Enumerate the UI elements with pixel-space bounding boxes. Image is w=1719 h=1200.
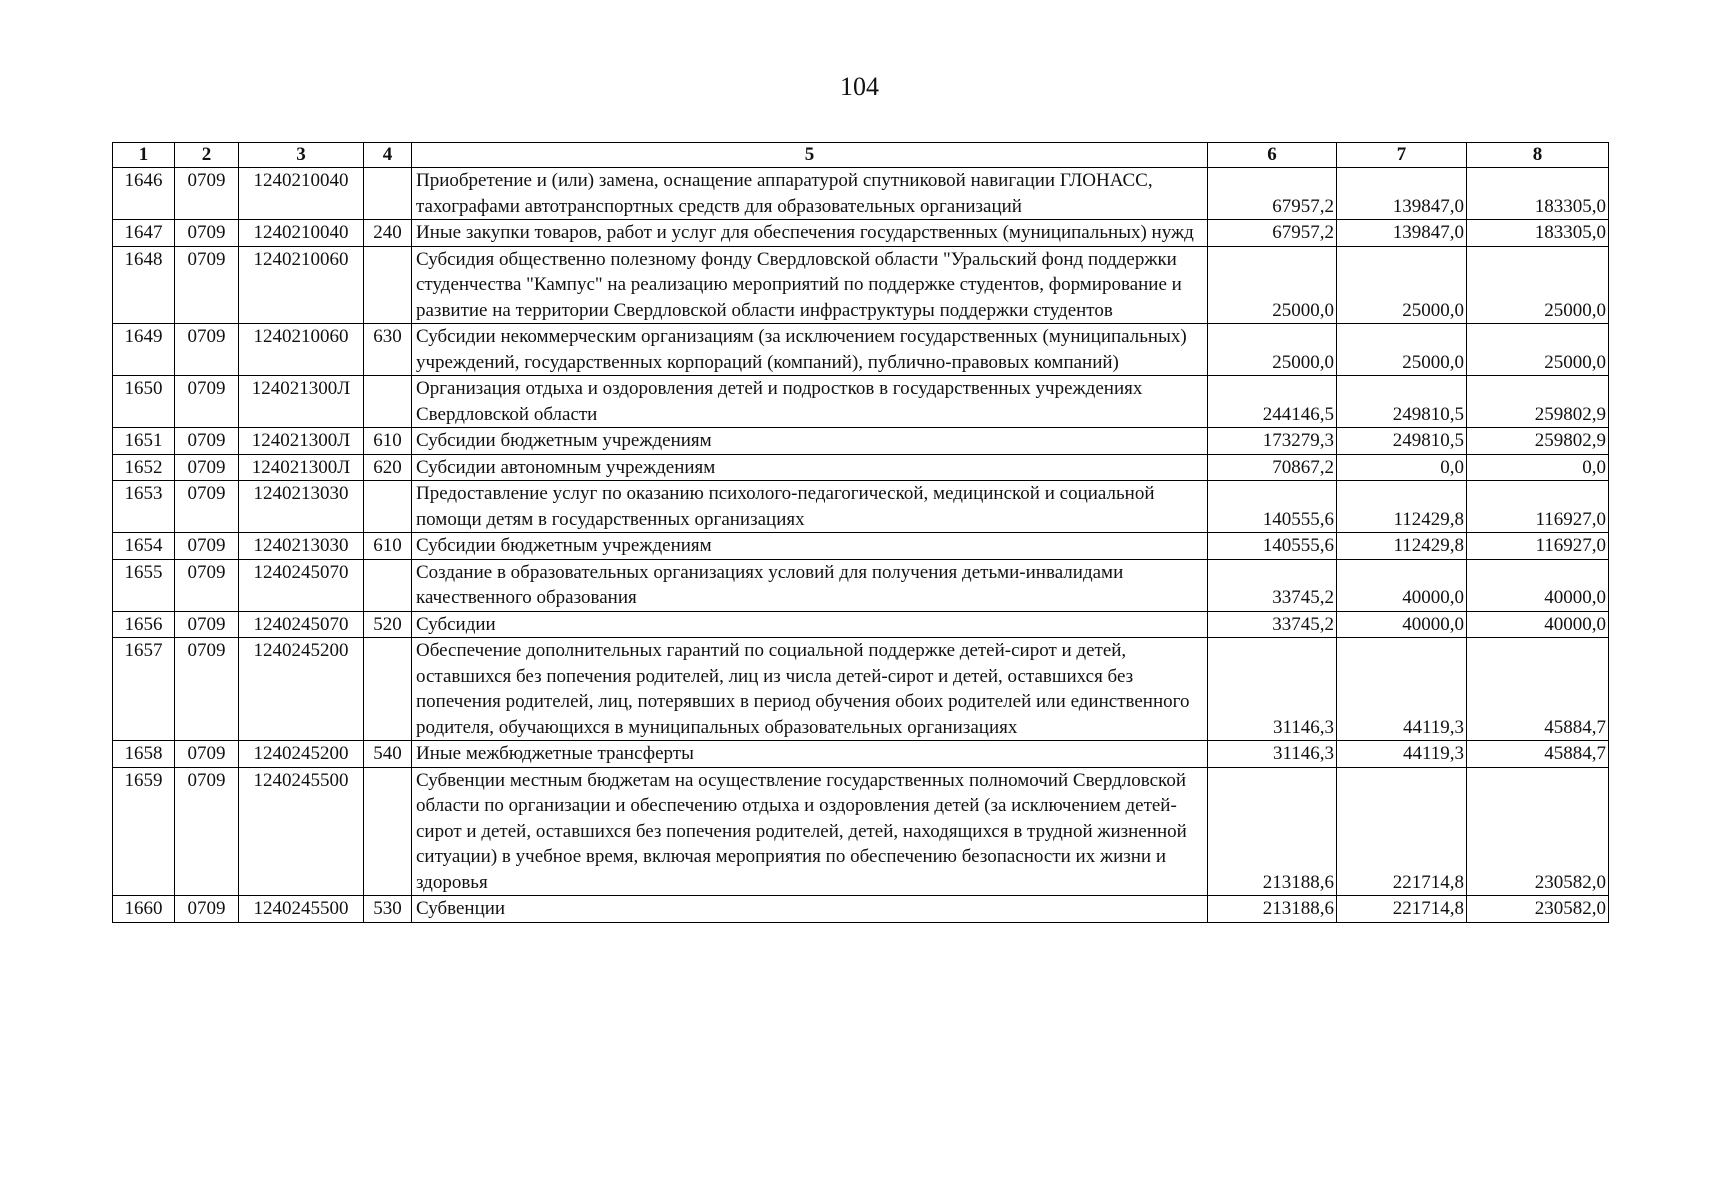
section-code-cell: 0709 bbox=[175, 533, 239, 560]
expense-type-cell bbox=[364, 638, 412, 741]
expense-type-cell bbox=[364, 767, 412, 896]
row-number-cell: 1647 bbox=[113, 220, 175, 247]
row-number-cell: 1656 bbox=[113, 611, 175, 638]
amount-col7-cell: 44119,3 bbox=[1337, 741, 1467, 768]
section-code-cell: 0709 bbox=[175, 324, 239, 376]
description-cell: Создание в образовательных организациях условий для получения детьми-инвалидами качественного образования bbox=[412, 559, 1208, 611]
description-cell: Предоставление услуг по оказанию психолого-педагогической, медицинской и социальной помощи детям в государственных организациях bbox=[412, 481, 1208, 533]
amount-col6-cell: 213188,6 bbox=[1208, 767, 1337, 896]
amount-col6-cell: 25000,0 bbox=[1208, 246, 1337, 324]
amount-col6-cell: 31146,3 bbox=[1208, 638, 1337, 741]
table-row bbox=[113, 246, 1609, 324]
header-cell: 3 bbox=[239, 143, 364, 168]
description-cell: Обеспечение дополнительных гарантий по социальной поддержке детей-сирот и детей, оставшихся без попечения родителей, лиц из числа детей-сирот и детей, оставшихся без попечения родителей, лиц, потерявших в период обучения обоих родителей или единственного родителя, обучающихся в муниципальных образовательных организациях bbox=[412, 638, 1208, 741]
expense-type-cell bbox=[364, 246, 412, 324]
amount-col8-cell: 116927,0 bbox=[1467, 533, 1609, 560]
table-row bbox=[113, 896, 1609, 923]
amount-col8-cell: 183305,0 bbox=[1467, 220, 1609, 247]
amount-col8-cell: 40000,0 bbox=[1467, 611, 1609, 638]
target-code-cell: 1240210060 bbox=[239, 246, 364, 324]
table-row bbox=[113, 638, 1609, 741]
amount-col8-cell: 230582,0 bbox=[1467, 767, 1609, 896]
amount-col6-cell: 31146,3 bbox=[1208, 741, 1337, 768]
amount-col7-cell: 25000,0 bbox=[1337, 324, 1467, 376]
amount-col7-cell: 139847,0 bbox=[1337, 168, 1467, 220]
row-number-cell: 1649 bbox=[113, 324, 175, 376]
table-row bbox=[113, 220, 1609, 247]
table-row bbox=[113, 168, 1609, 220]
table-row bbox=[113, 454, 1609, 481]
amount-col8-cell: 183305,0 bbox=[1467, 168, 1609, 220]
description-cell: Иные межбюджетные трансферты bbox=[412, 741, 1208, 768]
amount-col7-cell: 221714,8 bbox=[1337, 896, 1467, 923]
row-number-cell: 1657 bbox=[113, 638, 175, 741]
description-cell: Субсидии bbox=[412, 611, 1208, 638]
amount-col7-cell: 249810,5 bbox=[1337, 428, 1467, 455]
header-row bbox=[113, 143, 1609, 168]
target-code-cell: 1240245070 bbox=[239, 611, 364, 638]
amount-col7-cell: 221714,8 bbox=[1337, 767, 1467, 896]
header-cell: 8 bbox=[1467, 143, 1609, 168]
target-code-cell: 1240245200 bbox=[239, 638, 364, 741]
amount-col8-cell: 25000,0 bbox=[1467, 324, 1609, 376]
amount-col6-cell: 140555,6 bbox=[1208, 481, 1337, 533]
row-number-cell: 1651 bbox=[113, 428, 175, 455]
amount-col6-cell: 67957,2 bbox=[1208, 220, 1337, 247]
section-code-cell: 0709 bbox=[175, 376, 239, 428]
row-number-cell: 1654 bbox=[113, 533, 175, 560]
amount-col6-cell: 25000,0 bbox=[1208, 324, 1337, 376]
description-cell: Субсидии некоммерческим организациям (за исключением государственных (муниципальных) учреждений, государственных корпораций (компаний), публично-правовых компаний) bbox=[412, 324, 1208, 376]
amount-col6-cell: 244146,5 bbox=[1208, 376, 1337, 428]
target-code-cell: 124021300Л bbox=[239, 454, 364, 481]
row-number-cell: 1655 bbox=[113, 559, 175, 611]
amount-col7-cell: 139847,0 bbox=[1337, 220, 1467, 247]
section-code-cell: 0709 bbox=[175, 168, 239, 220]
table-row bbox=[113, 324, 1609, 376]
description-cell: Организация отдыха и оздоровления детей и подростков в государственных учреждениях Свердловской области bbox=[412, 376, 1208, 428]
header-cell: 1 bbox=[113, 143, 175, 168]
amount-col8-cell: 259802,9 bbox=[1467, 428, 1609, 455]
amount-col7-cell: 40000,0 bbox=[1337, 559, 1467, 611]
header-cell: 2 bbox=[175, 143, 239, 168]
amount-col8-cell: 230582,0 bbox=[1467, 896, 1609, 923]
amount-col8-cell: 45884,7 bbox=[1467, 638, 1609, 741]
target-code-cell: 1240210040 bbox=[239, 168, 364, 220]
amount-col7-cell: 40000,0 bbox=[1337, 611, 1467, 638]
amount-col8-cell: 25000,0 bbox=[1467, 246, 1609, 324]
amount-col7-cell: 25000,0 bbox=[1337, 246, 1467, 324]
expense-type-cell: 540 bbox=[364, 741, 412, 768]
amount-col6-cell: 33745,2 bbox=[1208, 559, 1337, 611]
description-cell: Субвенции местным бюджетам на осуществление государственных полномочий Свердловской области по организации и обеспечению отдыха и оздоровления детей (за исключением детей-сирот и детей, оставшихся без попечения родителей, детей, находящихся в трудной жизненной ситуации) в учебное время, включая мероприятия по обеспечению безопасности их жизни и здоровья bbox=[412, 767, 1208, 896]
header-cell: 4 bbox=[364, 143, 412, 168]
section-code-cell: 0709 bbox=[175, 638, 239, 741]
expense-type-cell bbox=[364, 481, 412, 533]
amount-col7-cell: 112429,8 bbox=[1337, 533, 1467, 560]
description-cell: Субсидии бюджетным учреждениям bbox=[412, 428, 1208, 455]
amount-col7-cell: 112429,8 bbox=[1337, 481, 1467, 533]
expense-type-cell: 610 bbox=[364, 428, 412, 455]
page-number: 104 bbox=[840, 72, 879, 101]
table-row bbox=[113, 481, 1609, 533]
header-cell: 6 bbox=[1208, 143, 1337, 168]
header-cell: 5 bbox=[412, 143, 1208, 168]
expense-type-cell: 620 bbox=[364, 454, 412, 481]
expense-type-cell: 530 bbox=[364, 896, 412, 923]
table-row bbox=[113, 611, 1609, 638]
target-code-cell: 124021300Л bbox=[239, 428, 364, 455]
amount-col8-cell: 259802,9 bbox=[1467, 376, 1609, 428]
target-code-cell: 124021300Л bbox=[239, 376, 364, 428]
table-row bbox=[113, 559, 1609, 611]
row-number-cell: 1646 bbox=[113, 168, 175, 220]
target-code-cell: 1240245070 bbox=[239, 559, 364, 611]
section-code-cell: 0709 bbox=[175, 428, 239, 455]
section-code-cell: 0709 bbox=[175, 611, 239, 638]
section-code-cell: 0709 bbox=[175, 767, 239, 896]
table-row bbox=[113, 428, 1609, 455]
target-code-cell: 1240245500 bbox=[239, 896, 364, 923]
description-cell: Приобретение и (или) замена, оснащение аппаратурой спутниковой навигации ГЛОНАСС, тахографами автотранспортных средств для образовательных организаций bbox=[412, 168, 1208, 220]
description-cell: Субсидии автономным учреждениям bbox=[412, 454, 1208, 481]
expense-type-cell: 240 bbox=[364, 220, 412, 247]
amount-col7-cell: 44119,3 bbox=[1337, 638, 1467, 741]
amount-col8-cell: 116927,0 bbox=[1467, 481, 1609, 533]
expense-type-cell: 610 bbox=[364, 533, 412, 560]
amount-col6-cell: 70867,2 bbox=[1208, 454, 1337, 481]
amount-col8-cell: 40000,0 bbox=[1467, 559, 1609, 611]
amount-col8-cell: 0,0 bbox=[1467, 454, 1609, 481]
row-number-cell: 1659 bbox=[113, 767, 175, 896]
target-code-cell: 1240210060 bbox=[239, 324, 364, 376]
target-code-cell: 1240245200 bbox=[239, 741, 364, 768]
description-cell: Иные закупки товаров, работ и услуг для обеспечения государственных (муниципальных) нужд bbox=[412, 220, 1208, 247]
row-number-cell: 1648 bbox=[113, 246, 175, 324]
amount-col8-cell: 45884,7 bbox=[1467, 741, 1609, 768]
amount-col7-cell: 0,0 bbox=[1337, 454, 1467, 481]
table-body bbox=[113, 168, 1609, 923]
section-code-cell: 0709 bbox=[175, 246, 239, 324]
section-code-cell: 0709 bbox=[175, 741, 239, 768]
table-row bbox=[113, 767, 1609, 896]
section-code-cell: 0709 bbox=[175, 481, 239, 533]
target-code-cell: 1240210040 bbox=[239, 220, 364, 247]
amount-col6-cell: 140555,6 bbox=[1208, 533, 1337, 560]
row-number-cell: 1660 bbox=[113, 896, 175, 923]
section-code-cell: 0709 bbox=[175, 896, 239, 923]
section-code-cell: 0709 bbox=[175, 559, 239, 611]
target-code-cell: 1240213030 bbox=[239, 481, 364, 533]
budget-table bbox=[112, 142, 1609, 923]
table-row bbox=[113, 533, 1609, 560]
amount-col6-cell: 173279,3 bbox=[1208, 428, 1337, 455]
row-number-cell: 1652 bbox=[113, 454, 175, 481]
target-code-cell: 1240245500 bbox=[239, 767, 364, 896]
section-code-cell: 0709 bbox=[175, 454, 239, 481]
row-number-cell: 1658 bbox=[113, 741, 175, 768]
expense-type-cell: 520 bbox=[364, 611, 412, 638]
table-row bbox=[113, 741, 1609, 768]
target-code-cell: 1240213030 bbox=[239, 533, 364, 560]
amount-col6-cell: 33745,2 bbox=[1208, 611, 1337, 638]
amount-col7-cell: 249810,5 bbox=[1337, 376, 1467, 428]
table-row bbox=[113, 376, 1609, 428]
expense-type-cell bbox=[364, 168, 412, 220]
row-number-cell: 1650 bbox=[113, 376, 175, 428]
section-code-cell: 0709 bbox=[175, 220, 239, 247]
expense-type-cell bbox=[364, 376, 412, 428]
description-cell: Субсидии бюджетным учреждениям bbox=[412, 533, 1208, 560]
description-cell: Субвенции bbox=[412, 896, 1208, 923]
row-number-cell: 1653 bbox=[113, 481, 175, 533]
amount-col6-cell: 213188,6 bbox=[1208, 896, 1337, 923]
expense-type-cell: 630 bbox=[364, 324, 412, 376]
expense-type-cell bbox=[364, 559, 412, 611]
amount-col6-cell: 67957,2 bbox=[1208, 168, 1337, 220]
header-cell: 7 bbox=[1337, 143, 1467, 168]
description-cell: Субсидия общественно полезному фонду Свердловской области "Уральский фонд поддержки студенчества "Кампус" на реализацию мероприятий по поддержке студентов, формирование и развитие на территории Свердловской области инфраструктуры поддержки студентов bbox=[412, 246, 1208, 324]
